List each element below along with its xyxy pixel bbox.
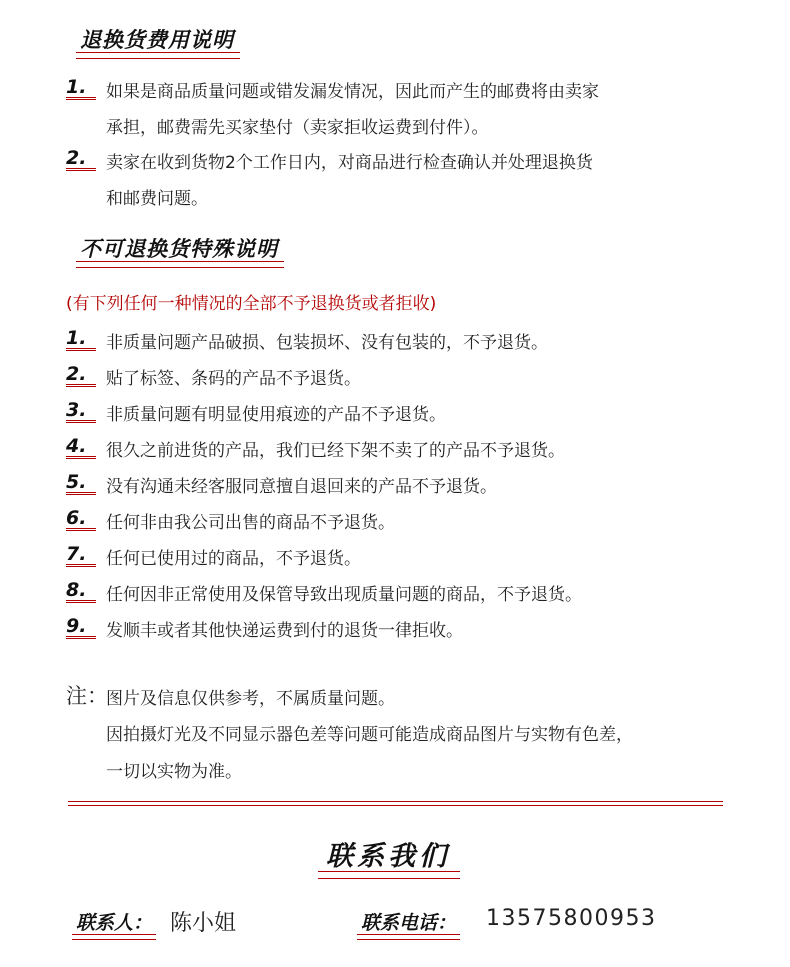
item-number: 7. [66, 545, 96, 567]
item-number: 6. [66, 509, 96, 531]
return-fee-title: 退换货费用说明 [76, 24, 240, 56]
return-fee-item-1 [66, 74, 599, 104]
item-text: 任何已使用过的商品，不予退货。 [106, 548, 361, 569]
item-number: 9. [66, 617, 96, 639]
item-text: 任何因非正常使用及保管导致出现质量问题的商品，不予退货。 [106, 584, 582, 605]
no-return-subtitle: (有下列任何一种情况的全部不予退换货或者拒收) [66, 294, 437, 314]
note-label: 注： [66, 684, 108, 708]
item-text: 发顺丰或者其他快递运费到付的退货一律拒收。 [106, 620, 463, 641]
item-number: 1. [66, 329, 96, 351]
no-return-item-2 [66, 361, 361, 391]
item-text: 贴了标签、条码的产品不予退货。 [106, 368, 361, 389]
item-number: 1. [66, 78, 96, 100]
no-return-item-9 [66, 613, 463, 643]
no-return-item-1 [66, 325, 548, 355]
no-return-title: 不可退换货特殊说明 [76, 233, 284, 265]
no-return-item-6 [66, 505, 395, 535]
return-fee-item-2 [66, 145, 593, 175]
item-text-continued: 承担，邮费需先买家垫付（卖家拒收运费到付件）。 [106, 118, 489, 138]
item-number: 2. [66, 149, 96, 171]
no-return-item-8 [66, 577, 582, 607]
no-return-item-5 [66, 469, 497, 499]
note-line-1: 图片及信息仅供参考，不属质量问题。 [106, 689, 395, 709]
contact-person-name: 陈小姐 [170, 911, 237, 936]
note-line-2: 因拍摄灯光及不同显示器色差等问题可能造成商品图片与实物有色差， [106, 725, 633, 745]
item-text: 如果是商品质量问题或错发漏发情况，因此而产生的邮费将由卖家 [106, 81, 599, 102]
item-text-continued: 和邮费问题。 [106, 189, 208, 209]
note-line-3: 一切以实物为准。 [106, 762, 242, 782]
item-text: 任何非由我公司出售的商品不予退货。 [106, 512, 395, 533]
item-text: 卖家在收到货物2个工作日内，对商品进行检查确认并处理退换货 [106, 152, 593, 173]
contact-title: 联系我们 [322, 834, 456, 875]
no-return-item-7 [66, 541, 361, 571]
contact-person-label: 联系人： [72, 908, 156, 937]
item-text: 没有沟通未经客服同意擅自退回来的产品不予退货。 [106, 476, 497, 497]
item-number: 3. [66, 401, 96, 423]
item-number: 2. [66, 365, 96, 387]
item-number: 4. [66, 437, 96, 459]
item-text: 非质量问题有明显使用痕迹的产品不予退货。 [106, 404, 446, 425]
no-return-item-4 [66, 433, 565, 463]
item-number: 5. [66, 473, 96, 495]
item-text: 非质量问题产品破损、包装损坏、没有包装的，不予退货。 [106, 332, 548, 353]
contact-phone-number: 13575800953 [486, 906, 657, 931]
item-text: 很久之前进货的产品，我们已经下架不卖了的产品不予退货。 [106, 440, 565, 461]
item-number: 8. [66, 581, 96, 603]
section-divider [68, 801, 723, 806]
no-return-item-3 [66, 397, 446, 427]
contact-phone-label: 联系电话： [357, 908, 460, 937]
